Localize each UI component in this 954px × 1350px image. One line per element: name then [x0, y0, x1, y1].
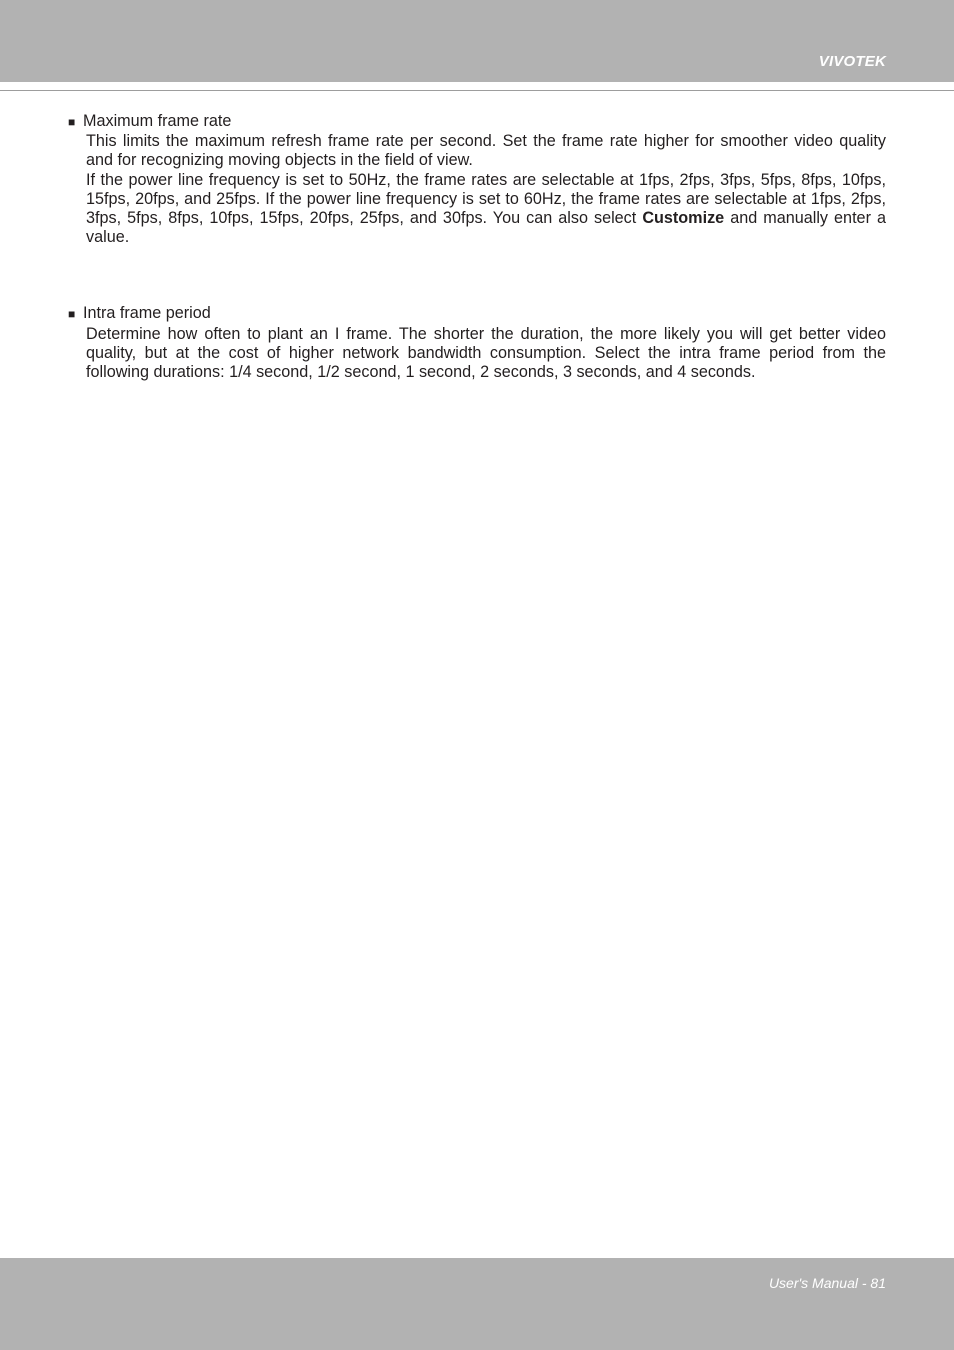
square-bullet-icon: ■: [68, 307, 76, 322]
paragraph-tail: and manually enter a value.: [86, 209, 886, 247]
section-title: [68, 112, 886, 132]
section-intra-frame-period: [68, 304, 886, 382]
body-paragraph: This limits the maximum refresh frame rate per second. Set the frame rate higher for smoother video quality and for recognizing moving objects in the field of view.: [86, 132, 886, 170]
section-title: [68, 304, 886, 324]
paragraph-text: If the power line frequency is set to 50Hz, the frame rates are selectable at 1fps, 2fps, 3fps, 5fps, 8fps, 10fps, 15fps, 20fps, and 25fps. If the power line frequency is set to 60Hz, the frame rates are selectable at 1fps, 2fps, 3fps, 5fps, 8fps, 10fps, 15fps, 20fps, 25fps, and 30fps. You can also select: [86, 170, 886, 228]
section-spacer: [68, 247, 886, 304]
emphasis-customize: Customize: [642, 209, 725, 228]
square-bullet-icon: ■: [68, 115, 76, 129]
header-divider: [0, 90, 954, 91]
section-maximum-frame-rate: [68, 112, 886, 247]
body-paragraph-with-emphasis: [86, 171, 886, 248]
main-content: [68, 112, 886, 382]
section-title-text: Intra frame period: [83, 304, 211, 323]
brand-logo-text: VIVOTEK: [818, 53, 886, 70]
page-number-label: User's Manual - 81: [768, 1275, 886, 1291]
page-header: [0, 0, 954, 82]
section-title-text: Maximum frame rate: [83, 112, 232, 130]
section-body: [86, 325, 886, 383]
section-body: [86, 132, 886, 247]
page-footer: [0, 1258, 954, 1350]
body-paragraph: Determine how often to plant an I frame. The shorter the duration, the more likely you will get better video quality, but at the cost of higher network bandwidth consumption. Select the intra frame period from the following durations: 1/4 second, 1/2 second, 1 second, 2 seconds, 3 seconds, and 4 seconds.: [86, 324, 886, 382]
